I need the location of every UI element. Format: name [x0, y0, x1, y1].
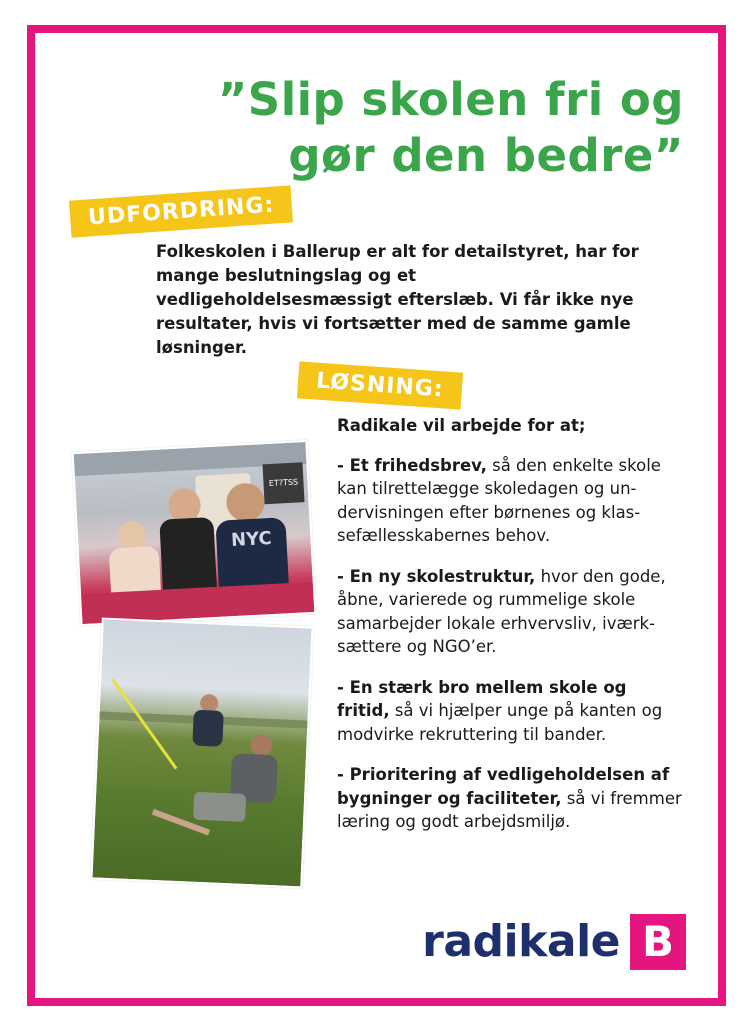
photo2-pole	[111, 678, 177, 769]
solution-item-maintenance	[337, 763, 682, 834]
photo1-girl-top	[159, 517, 217, 590]
solution-item-bold: - En ny skolestruktur,	[337, 566, 536, 586]
photo2-man2-shorts	[193, 792, 246, 822]
challenge-tag: UDFORDRING:	[69, 185, 293, 237]
headline-line-1: ”Slip skolen fri og	[217, 73, 684, 126]
photo1-sign: ET?TSS	[262, 462, 304, 504]
headline	[164, 72, 684, 184]
headline-line-2: gør den bedre”	[288, 129, 684, 182]
solution-item-bold: - Et frihedsbrev,	[337, 455, 487, 475]
photo-outdoor-sport	[90, 618, 313, 889]
photo1-child-head	[117, 521, 146, 550]
solution-tag: LØSNING:	[297, 361, 463, 409]
solution-item-bridge	[337, 676, 682, 747]
solution-item-school-structure	[337, 565, 682, 659]
solution-item-bold: - En stærk bro mellem skole og fritid,	[337, 677, 627, 720]
solution-block	[337, 414, 682, 851]
logo-letter-box: B	[630, 914, 686, 970]
photo1-boy-shirt: NYC	[215, 517, 289, 601]
solution-item-freedom-letter	[337, 454, 682, 548]
solution-item-text: så vi fremmer læring og godt arbejdsmiljø.	[337, 788, 682, 831]
solution-item-bold: - Prioritering af vedligeholdelsen af bygninger og faciliteter,	[337, 765, 670, 808]
photo2-man1-body	[192, 710, 224, 747]
solution-item-text: så den enkelte skole kan tilrettelægge skoledagen og undervisningen efter børnenes og klassefællesskabernes behov.	[337, 455, 661, 545]
photo-children-table	[72, 440, 317, 626]
solution-intro: Radikale vil arbejde for at;	[337, 416, 586, 435]
challenge-text: Folkeskolen i Ballerup er alt for detailstyret, har for mange beslutningslag og et vedligeholdelsesmæssigt efterslæb. Vi får ikke nye resultater, hvis vi fortsætter med de samme gamle løsninger.	[156, 242, 639, 357]
solution-item-text: hvor den gode, åbne, varierede og rummelige skole samarbejder lokale erhvervsliv, iværksættere og NGO’er.	[337, 566, 666, 656]
logo-wordmark: radikale	[422, 916, 620, 967]
radikale-logo	[422, 914, 686, 970]
solution-item-text: så vi hjælper unge på kanten og modvirke rekruttering til bander.	[337, 701, 663, 744]
